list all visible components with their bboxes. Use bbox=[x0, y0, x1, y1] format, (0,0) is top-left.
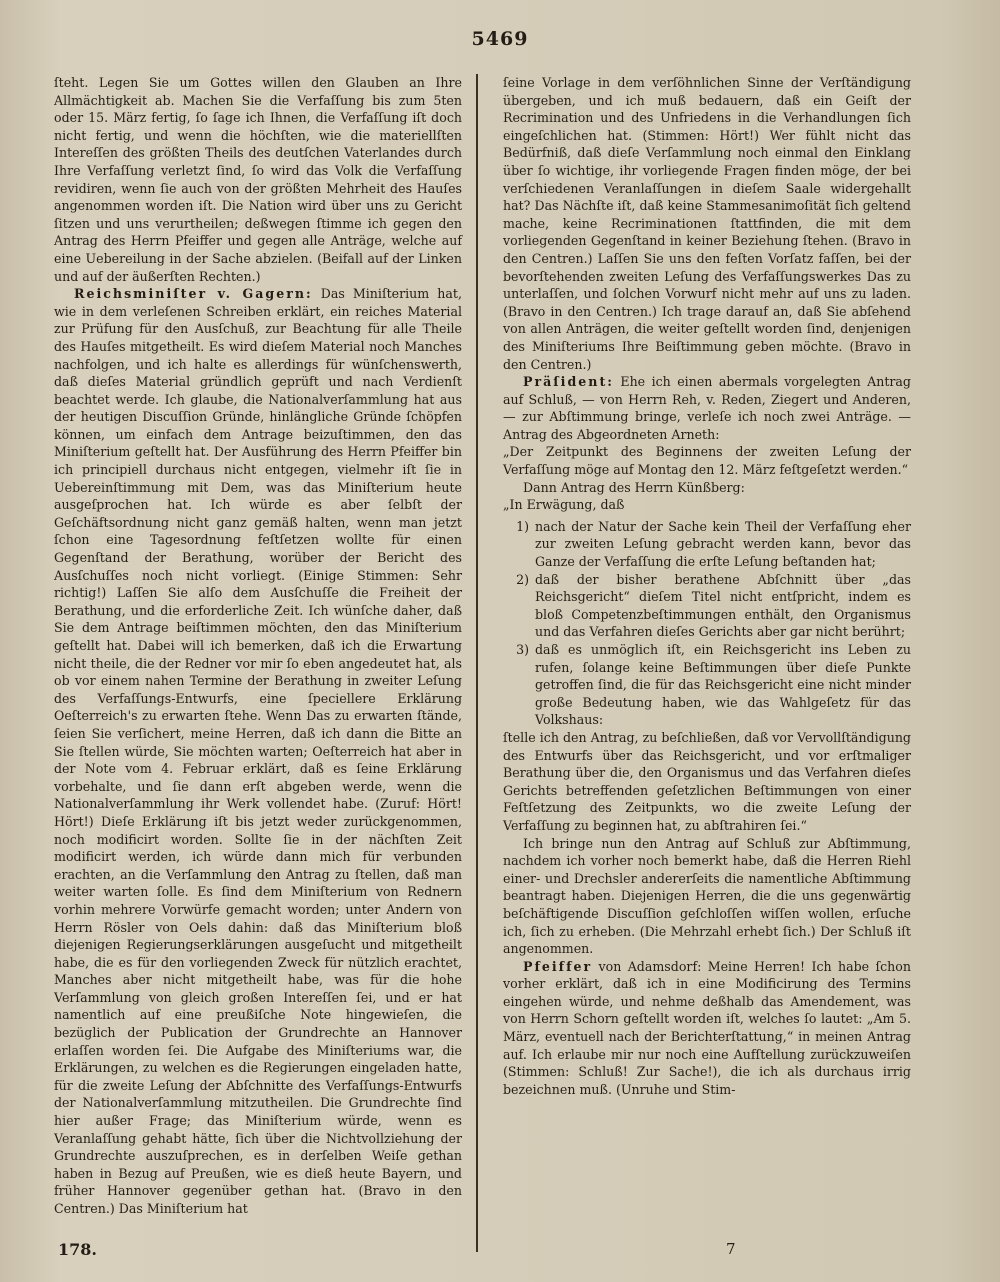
arneth-motion-quote: „Der Zeitpunkt des Beginnens der zweiten Leſung der Verfaſſung möge auf Montag den 12. März feſtgeſetzt werden.“ bbox=[503, 444, 911, 478]
list-item-number: 2) bbox=[516, 571, 529, 587]
left-paragraph-2 bbox=[54, 285, 462, 1217]
kuenssberg-quote-intro: „In Erwägung, daß bbox=[503, 497, 625, 513]
list-item bbox=[503, 641, 911, 729]
right-paragraph-1: ſeine Vorlage in dem verſöhnlichen Sinne der Verſtändigung übergeben, und ich muß bedauern, daß ein Geiſt der Recrimination und des Unfriedens in die Verhandlungen ſich eingeſchlichen hat. (Stimmen: Hört!) Wer fühlt nicht das Bedürfniß, daß dieſe Verſammlung noch einmal den Einklang über ſo wichtige, ihr vorliegende Fragen finden möge, der bei verſchiedenen Veranlaſſungen in dieſem Saale widergehallt hat? Das Nächſte iſt, daß keine Stammesanimoſität ſich geltend mache, keine Recriminationen ſtattfinden, die mit dem vorliegenden Gegenſtand in keiner Beziehung ſtehen. (Bravo in den Centren.) Laſſen Sie uns den feſten Vorſatz faſſen, bei der bevorſtehenden zweiten Leſung des Verfaſſungswerkes Das zu unterlaſſen, und ſolchen Vorwurf nicht mehr auf uns zu laden. (Bravo in den Centren.) Ich trage darauf an, daß Sie abſehend von allen Anträgen, die weiter geſtellt worden ſind, denjenigen des Miniſteriums Ihre Beiſtimmung geben möchte. (Bravo in den Centren.) bbox=[503, 75, 911, 372]
right-paragraph-4 bbox=[503, 958, 911, 1099]
signature-mark: 178. bbox=[58, 1240, 97, 1259]
list-item-number: 1) bbox=[516, 518, 529, 534]
list-item bbox=[503, 518, 911, 571]
left-paragraph-1: ſteht. Legen Sie um Gottes willen den Glauben an Ihre Allmächtigkeit ab. Machen Sie die Verfaſſung bis zum 5ten oder 15. März fertig, ſo ſage ich Ihnen, die Verfaſſung iſt doch nicht fertig, und wenn die höchſten, wie die materiellſten Intereſſen des größten Theils des deutſchen Vaterlandes durch Ihre Verfaſſung verletzt ſind, ſo wird das Volk die Verfaſſung revidiren, wenn ſie auch von der größten Mehrheit des Hauſes angenommen worden iſt. Die Nation wird über uns zu Gericht ſitzen und uns verurtheilen; deßwegen ſtimme ich gegen den Antrag des Herrn Pfeiffer und gegen alle Anträge, welche auf eine Uebereilung in der Sache abzielen. (Beifall auf der Linken und auf der äußerſten Rechten.) bbox=[54, 75, 462, 284]
page-number: 5469 bbox=[471, 28, 529, 50]
right-paragraph-2 bbox=[503, 373, 911, 443]
left-column bbox=[54, 74, 462, 1218]
motion-conclusion: ſtelle ich den Antrag, zu beſchließen, daß vor Vervollſtändigung des Entwurfs über das Reichsgericht, und vor erſtmaliger Berathung über die, den Organismus und das Verfahren dieſes Gerichts betreffenden geſetzlichen Beſtimmungen von einer Feſtſetzung des Zeitpunkts, wo die zweite Leſung der Verfaſſung zu beginnen hat, zu abſtrahiren ſei.“ bbox=[503, 729, 911, 833]
list-item-number: 3) bbox=[516, 642, 529, 657]
motion-conditions-list bbox=[503, 518, 911, 729]
kuenssberg-motion-intro: Dann Antrag des Herrn Künßberg: bbox=[523, 479, 745, 495]
sheet-number: 7 bbox=[726, 1240, 736, 1258]
column-divider bbox=[476, 74, 478, 1252]
list-item bbox=[503, 571, 911, 641]
right-column bbox=[503, 74, 911, 1098]
list-item-text: daß der bisher berathene Abſchnitt über „das Reichsgericht“ dieſem Titel nicht entſpricht, indem es bloß Competenzbeſtimmungen enthält, den Organismus und das Verfahren dieſes Gerichts aber gar nicht berührt; bbox=[535, 571, 911, 640]
speaker-president: Präſident: bbox=[523, 374, 614, 390]
list-item-text: nach der Natur der Sache kein Theil der Verfaſſung eher zur zweiten Leſung gebracht werden kann, bevor das Ganze der Verfaſſung die erſte Leſung beſtanden hat; bbox=[535, 518, 911, 570]
president-speech: Ehe ich einen abermals vorgelegten Antrag auf Schluß, — von Herrn Reh, v. Reden, Ziegert und Anderen, — zur Abſtimmung bringe, verleſe ich noch zwei Anträge. — Antrag des Abgeordneten Arneth: bbox=[503, 374, 911, 442]
speaker-pfeiffer: Pfeiffer bbox=[523, 958, 593, 974]
list-item-text: daß es unmöglich iſt, ein Reichsgericht ins Leben zu rufen, ſolange keine Beſtimmungen über dieſe Punkte getroffen ſind, die für das Reichsgericht eine nicht minder große Bedeutung haben, wie das Wahlgeſetz für das Volkshaus: bbox=[535, 642, 911, 728]
speaker-gagern: Reichsminiſter v. Gagern: bbox=[74, 286, 313, 302]
right-paragraph-3: Ich bringe nun den Antrag auf Schluß zur Abſtimmung, nachdem ich vorher noch bemerkt habe, daß die Herren Riehl einer- und Drechsler andererſeits die namentliche Abſtimmung beantragt haben. Diejenigen Herren, die die uns gegenwärtig beſchäftigende Discuſſion geſchloſſen wiſſen wollen, erſuche ich, ſich zu erheben. (Die Mehrzahl erhebt ſich.) Der Schluß iſt angenommen. bbox=[503, 835, 911, 957]
pfeiffer-speech: von Adamsdorf: Meine Herren! Ich habe ſchon vorher erklärt, daß ich in eine Modificirung des Termins eingehen würde, und nehme deßhalb das Amendement, was von Herrn Schorn geſtellt worden iſt, welches ſo lautet: „Am 5. März, eventuell nach der Berichterſtattung,“ in meinen Antrag auf. Ich erlaube mir nur noch eine Aufſtellung zurückzuweiſen (Stimmen: Schluß! Zur Sache!), die ich als durchaus irrig bezeichnen muß. (Unruhe und Stim- bbox=[503, 958, 911, 1097]
gagern-speech: Das Miniſterium hat, wie in dem verleſenen Schreiben erklärt, ein reiches Material zur Prüfung für den Ausſchuß, zur Beachtung für alle Theile des Hauſes mitgetheilt. Es wird dieſem Material noch Manches nachfolgen, und ich halte es allerdings für wünſchenswerth, daß dieſes Material gründlich geprüft und nach Verdienſt beachtet werde. Ich glaube, die Nationalverſammlung hat aus der heutigen Discuſſion Gründe, hinlängliche Gründe ſchöpfen können, um einfach dem Antrage beizuſtimmen, den das Miniſterium geſtellt hat. Der Ausführung des Herrn Pfeiffer bin ich principiell durchaus nicht entgegen, vielmehr iſt ſie in Uebereinſtimmung mit Dem, was das Miniſterium heute ausgeſprochen hat. Ich würde es aber ſelbſt der Geſchäftsordnung nicht ganz gemäß halten, wenn man jetzt ſchon eine Tagesordnung feſtſetzen wollte für einen Gegenſtand der Berathung, worüber der Bericht des Ausſchuſſes noch nicht vorliegt. (Einige Stimmen: Sehr richtig!) Laſſen Sie alſo dem Ausſchuſſe die Freiheit der Berathung, und die erforderliche Zeit. Ich wünſche daher, daß Sie dem Antrage beiſtimmen möchten, den das Miniſterium geſtellt hat. Dabei will ich bemerken, daß ich die Erwartung nicht theile, die der Redner vor mir ſo eben angedeutet hat, als ob vor einem nahen Termine der Berathung in zweiter Leſung des Verfaſſungs-Entwurfs, eine ſpeciellere Erklärung Oeſterreich's zu erwarten ſtehe. Wenn Das zu erwarten ſtände, ſeien Sie verſichert, meine Herren, daß ich dann die Bitte an Sie ſtellen würde, Sie möchten warten; Oeſterreich hat aber in der Note vom 4. Februar erklärt, daß es ſeine Erklärung vorbehalte, und ſie dann erſt abgeben werde, wenn die Nationalverſammlung ihr Werk vollendet habe. (Zuruf: Hört! Hört!) Dieſe Erklärung iſt bis jetzt weder zurückgenommen, noch modificirt worden. Sollte ſie in der nächſten Zeit modificirt werden, ich würde dann mich für verbunden erachten, an die Verſammlung den Antrag zu ſtellen, daß man weiter warten ſolle. Es ſind dem Miniſterium von Rednern vorhin mehrere Vorwürfe gemacht worden; unter Andern von Herrn Rösler von Oels dahin: daß das Miniſterium bloß diejenigen Regierungserklärungen ausgeſucht und mitgetheilt habe, die es für den vorliegenden Zweck für nützlich erachtet, Manches aber nicht mitgetheilt habe, was für die hohe Verſammlung von gleich großen Intereſſen ſei, und er hat namentlich auf eine preußiſche Note hingewieſen, die bezüglich der Publication der Grundrechte an Hannover erlaſſen worden ſei. Die Aufgabe des Miniſteriums war, die Erklärungen, zu welchen es die Regierungen eingeladen hatte, für die zweite Leſung der Abſchnitte des Verfaſſungs-Entwurfs der Nationalverſammlung mitzutheilen. Die Grundrechte ſind hier außer Frage; das Miniſterium würde, wenn es Veranlaſſung gehabt hätte, ſich über die Nichtvollziehung der Grundrechte auszuſprechen, es in derſelben Weiſe gethan haben in Bezug auf Preußen, wie es dieß heute Bayern, und früher Hannover gegenüber gethan hat. (Bravo in den Centren.) Das Miniſterium hat bbox=[54, 286, 462, 1216]
